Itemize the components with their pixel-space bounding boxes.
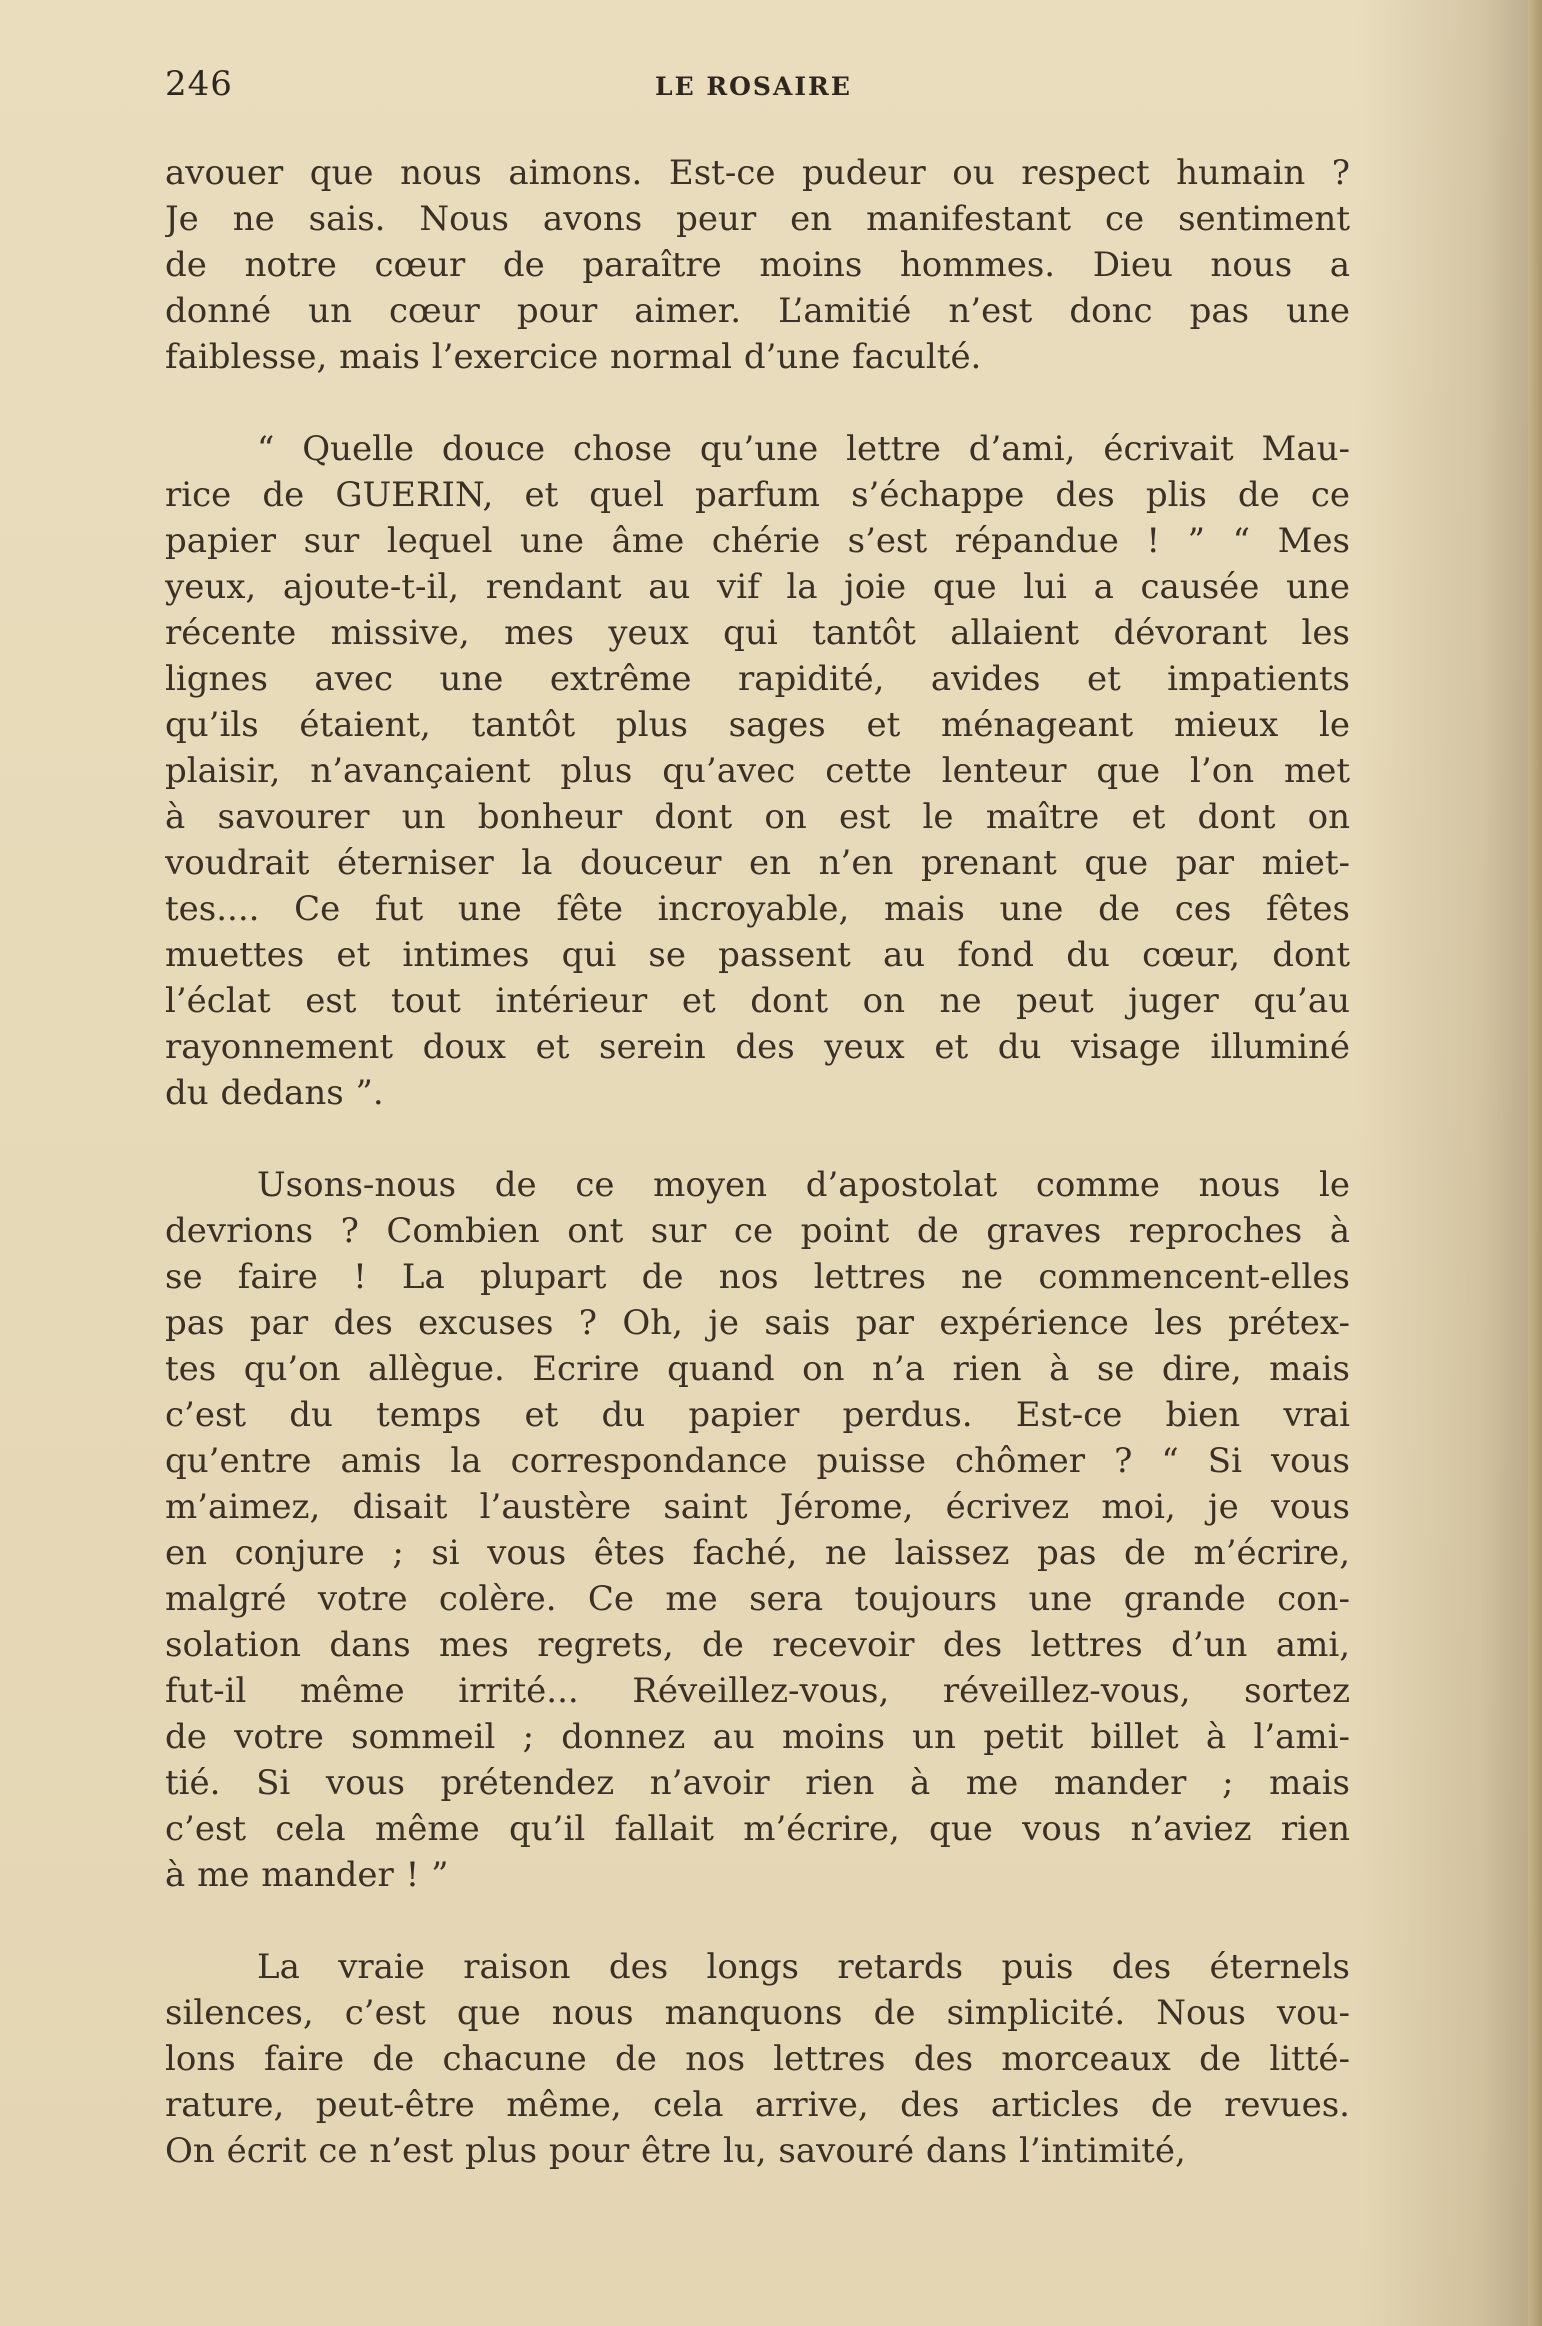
- text-line: avouer que nous aimons. Est-ce pudeur ou respect humain ?: [165, 153, 1350, 193]
- text-line: yeux, ajoute-t-il, rendant au vif la joie que lui a causée une: [165, 567, 1350, 607]
- text-line: La vraie raison des longs retards puis des éternels: [257, 1947, 1350, 1987]
- text-line: en conjure ; si vous êtes faché, ne laissez pas de m’écrire,: [165, 1533, 1350, 1573]
- paragraph: [165, 1162, 1350, 1898]
- text-line: qu’ils étaient, tantôt plus sages et ménageant mieux le: [165, 705, 1350, 745]
- text-line: l’éclat est tout intérieur et dont on ne peut juger qu’au: [165, 981, 1350, 1021]
- text-line: “ Quelle douce chose qu’une lettre d’ami, écrivait Mau-: [257, 429, 1350, 469]
- text-line: lons faire de chacune de nos lettres des morceaux de litté-: [165, 2039, 1350, 2079]
- body-text: [165, 150, 1350, 2174]
- page-edge-shadow: [1528, 0, 1542, 2326]
- text-line: plaisir, n’avançaient plus qu’avec cette lenteur que l’on met: [165, 751, 1350, 791]
- text-line: rayonnement doux et serein des yeux et du visage illuminé: [165, 1027, 1350, 1067]
- text-line: pas par des excuses ? Oh, je sais par expérience les prétex-: [165, 1303, 1350, 1343]
- text-line: lignes avec une extrême rapidité, avides et impatients: [165, 659, 1350, 699]
- text-line: c’est cela même qu’il fallait m’écrire, que vous n’aviez rien: [165, 1809, 1350, 1849]
- text-line: de votre sommeil ; donnez au moins un petit billet à l’ami-: [165, 1717, 1350, 1757]
- text-line: c’est du temps et du papier perdus. Est-ce bien vrai: [165, 1395, 1350, 1435]
- paragraph: [165, 150, 1350, 380]
- text-line: récente missive, mes yeux qui tantôt allaient dévorant les: [165, 613, 1350, 653]
- page-number: 246: [165, 64, 233, 104]
- page-header: [165, 64, 1350, 114]
- running-title: LE ROSAIRE: [655, 72, 852, 101]
- paragraph: [165, 426, 1350, 1116]
- text-line: silences, c’est que nous manquons de simplicité. Nous vou-: [165, 1993, 1350, 2033]
- text-line: m’aimez, disait l’austère saint Jérome, écrivez moi, je vous: [165, 1487, 1350, 1527]
- text-line: Je ne sais. Nous avons peur en manifestant ce sentiment: [165, 199, 1350, 239]
- text-line: à me mander ! ”: [165, 1855, 449, 1895]
- text-line: devrions ? Combien ont sur ce point de graves reproches à: [165, 1211, 1350, 1251]
- text-line: donné un cœur pour aimer. L’amitié n’est donc pas une: [165, 291, 1350, 331]
- text-line: rature, peut-être même, cela arrive, des articles de revues.: [165, 2085, 1350, 2125]
- text-line: qu’entre amis la correspondance puisse chômer ? “ Si vous: [165, 1441, 1350, 1481]
- text-line: On écrit ce n’est plus pour être lu, savouré dans l’intimité,: [165, 2131, 1186, 2171]
- text-line: faiblesse, mais l’exercice normal d’une faculté.: [165, 337, 982, 377]
- text-line: se faire ! La plupart de nos lettres ne commencent-elles: [165, 1257, 1350, 1297]
- text-line: tes qu’on allègue. Ecrire quand on n’a rien à se dire, mais: [165, 1349, 1350, 1389]
- text-line: à savourer un bonheur dont on est le maître et dont on: [165, 797, 1350, 837]
- text-line: rice de GUERIN, et quel parfum s’échappe des plis de ce: [165, 475, 1350, 515]
- text-line: tes.... Ce fut une fête incroyable, mais une de ces fêtes: [165, 889, 1350, 929]
- text-line: fut-il même irrité... Réveillez-vous, réveillez-vous, sortez: [165, 1671, 1350, 1711]
- paragraph: [165, 1944, 1350, 2174]
- text-line: voudrait éterniser la douceur en n’en prenant que par miet-: [165, 843, 1350, 883]
- text-line: Usons-nous de ce moyen d’apostolat comme nous le: [257, 1165, 1350, 1205]
- text-line: tié. Si vous prétendez n’avoir rien à me mander ; mais: [165, 1763, 1350, 1803]
- text-line: du dedans ”.: [165, 1073, 384, 1113]
- text-line: de notre cœur de paraître moins hommes. Dieu nous a: [165, 245, 1350, 285]
- text-line: papier sur lequel une âme chérie s’est répandue ! ” “ Mes: [165, 521, 1350, 561]
- text-line: malgré votre colère. Ce me sera toujours une grande con-: [165, 1579, 1350, 1619]
- text-line: solation dans mes regrets, de recevoir des lettres d’un ami,: [165, 1625, 1350, 1665]
- text-line: muettes et intimes qui se passent au fond du cœur, dont: [165, 935, 1350, 975]
